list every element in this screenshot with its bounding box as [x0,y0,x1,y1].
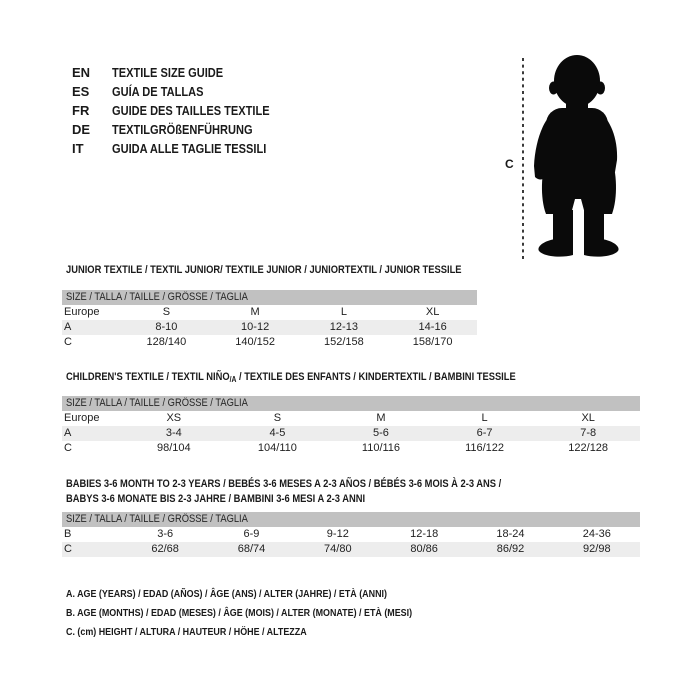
language-code: ES [72,84,90,99]
row-label-cell: A [64,427,72,439]
value-cell: 3-4 [165,427,182,439]
value-cell: 98/104 [156,442,191,454]
value-cell: 6-9 [243,528,260,540]
baby-figure [500,50,660,270]
language-label-text: TEXTILGRÖßENFÜHRUNG [112,122,253,137]
value-cell: 92/98 [583,543,611,555]
table-row [62,320,477,335]
row-label-cell: A [64,321,72,333]
value-cell: 104/110 [257,442,297,454]
babies-table-title-line1: BABIES 3-6 MONTH TO 2-3 YEARS / BEBÉS 3-6 MESES A 2-3 AÑOS / BÉBÉS 3-6 MOIS À 2-3 ANS / [66,478,502,490]
row-label-cell: C [64,336,72,348]
size-header [62,512,640,527]
table-row [62,527,640,542]
language-code: DE [72,122,91,137]
language-code: IT [72,141,84,156]
row-label-cell: Europe [64,306,100,318]
language-label [112,139,294,158]
value-cell: M [376,412,386,424]
title-text-main: CHILDREN'S TEXTILE / TEXTIL NIÑO [66,371,230,383]
footnote-line-a: A. AGE (YEARS) / EDAD (AÑOS) / ÂGE (ANS) / ALTER (JAHRE) / ETÀ (ANNI) [66,588,387,600]
value-cell: 8-10 [155,321,178,333]
value-cell: XL [581,412,595,424]
table-row [62,542,640,557]
language-code: EN [72,65,91,80]
value-cell: 6-7 [476,427,493,439]
value-cell: 4-5 [269,427,286,439]
children-size-table [62,396,640,456]
value-cell: 10-12 [241,321,270,333]
title-text-rest: / TEXTILE DES ENFANTS / KINDERTEXTIL / BAMBINI TESSILE [236,371,516,383]
height-measure-label: C [505,157,514,171]
value-cell: L [340,306,347,318]
junior-table-title-text: JUNIOR TEXTILE / TEXTIL JUNIOR/ TEXTILE JUNIOR / JUNIORTEXTIL / JUNIOR TESSILE [66,264,462,276]
value-cell: 24-36 [582,528,611,540]
size-header-text: SIZE / TALLA / TAILLE / GRÖSSE / TAGLIA [66,397,248,409]
value-cell: L [481,412,488,424]
value-cell: 3-6 [157,528,174,540]
baby-head [554,55,600,107]
junior-table-title [66,264,531,276]
language-label [112,101,297,120]
language-label [112,82,220,101]
language-row [72,82,297,101]
table-row [62,426,640,441]
value-cell: 18-24 [496,528,525,540]
value-cell: XS [166,412,182,424]
babies-table-title [66,477,578,507]
value-cell: 74/80 [324,543,352,555]
size-header-text: SIZE / TALLA / TAILLE / GRÖSSE / TAGLIA [66,291,248,303]
baby-foot-right [584,239,619,257]
language-label-text: GUIDE DES TAILLES TEXTILE [112,103,270,118]
value-cell: 140/152 [235,336,275,348]
baby-ear-left [549,82,558,95]
footnote-line-c: C. (cm) HEIGHT / ALTURA / HAUTEUR / HÖHE / ALTEZZA [66,626,307,638]
baby-shorts [542,156,616,214]
language-label-text: GUÍA DE TALLAS [112,84,204,99]
size-header [62,290,477,305]
table-row [62,335,477,350]
language-row [72,101,297,120]
row-label-cell: Europe [64,412,100,424]
value-cell: S [273,412,282,424]
value-cell: 62/68 [151,543,179,555]
value-cell: 110/116 [361,442,401,454]
children-table-title-text [66,371,516,384]
title-text-subscript: /A [229,375,237,384]
language-row [72,139,297,158]
value-cell: 128/140 [146,336,187,348]
baby-foot-left [538,239,573,257]
size-header [62,396,640,411]
baby-ear-right [596,82,605,95]
value-cell: 68/74 [237,543,266,555]
value-cell: 86/92 [496,543,525,555]
baby-silhouette [534,55,619,257]
footnotes [66,585,473,642]
baby-leg-left [553,210,573,244]
value-cell: 80/86 [410,543,438,555]
language-list [72,63,297,158]
row-label-cell: C [64,543,72,555]
junior-size-table [62,290,477,350]
value-cell: 12-13 [329,321,358,333]
value-cell: 7-8 [580,427,597,439]
value-cell: XL [425,306,440,318]
value-cell: 152/158 [323,336,364,348]
value-cell: M [250,306,260,318]
value-cell: 9-12 [326,528,349,540]
row-label-cell: C [64,442,72,454]
babies-table-title-line2: BABYS 3-6 MONATE BIS 2-3 JAHRE / BAMBINI 3-6 MESI A 2-3 ANNI [66,493,366,505]
value-cell: 14-16 [418,321,447,333]
children-table-title [66,371,595,384]
value-cell: 12-18 [410,528,439,540]
value-cell: S [162,306,171,318]
babies-size-table [62,512,640,557]
table-row [62,441,640,456]
row-label-cell: B [64,528,72,540]
baby-leg-right [584,210,604,244]
size-header-text: SIZE / TALLA / TAILLE / GRÖSSE / TAGLIA [66,513,248,525]
table-row [62,305,477,320]
language-row [72,63,297,82]
value-cell: 158/170 [412,336,453,348]
value-cell: 122/128 [568,442,609,454]
footnote-line-b: B. AGE (MONTHS) / EDAD (MESES) / ÂGE (MOIS) / ALTER (MONATE) / ETÀ (MESI) [66,607,413,619]
language-label [112,63,243,82]
language-label-text: GUIDA ALLE TAGLIE TESSILI [112,141,267,156]
value-cell: 116/122 [465,442,505,454]
language-label-text: TEXTILE SIZE GUIDE [112,65,224,80]
language-code: FR [72,103,90,118]
language-row [72,120,297,139]
language-label [112,120,277,139]
value-cell: 5-6 [373,427,389,439]
table-row [62,411,640,426]
